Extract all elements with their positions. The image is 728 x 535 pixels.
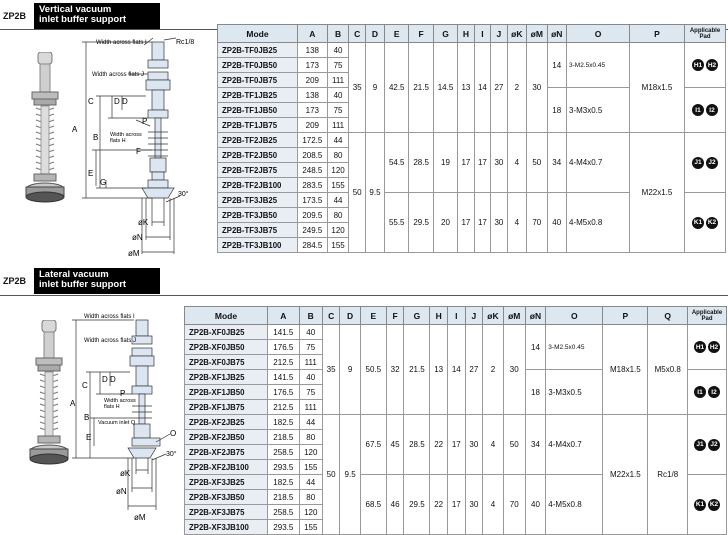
title-line: inlet buffer support	[39, 14, 127, 25]
model-cell: ZP2B-XF0JB50	[185, 340, 268, 355]
section-rule	[0, 295, 728, 296]
dim-f: F	[136, 147, 141, 156]
pad-k1-icon: K1	[692, 217, 704, 229]
col-header: Mode	[185, 307, 268, 325]
col-header: Applicable Pad	[688, 307, 727, 325]
cell-j: 30	[465, 415, 483, 475]
col-header: E	[385, 25, 409, 43]
cell-b: 111	[299, 355, 322, 370]
pad-k2-icon: K2	[708, 499, 720, 511]
cell-b: 44	[299, 415, 322, 430]
model-cell: ZP2B-XF1JB50	[185, 385, 268, 400]
dim-e: E	[86, 433, 92, 442]
cell-i: 14	[474, 43, 490, 133]
col-header: øK	[483, 307, 504, 325]
dim-n: øN	[116, 487, 127, 496]
dim-d2: D	[110, 375, 116, 384]
dim-m: øM	[134, 513, 146, 522]
cell-a: 172.5	[298, 133, 328, 148]
dimension-drawing	[66, 32, 216, 262]
pad-i1-icon: I1	[692, 104, 704, 116]
cell-o: 3-M3x0.5	[546, 370, 603, 415]
cell-a: 258.5	[268, 445, 300, 460]
cell-h: 17	[458, 193, 474, 253]
col-header: E	[360, 307, 386, 325]
cell-n: 40	[547, 193, 566, 253]
dim-d: D	[114, 97, 120, 106]
cell-b: 80	[327, 208, 349, 223]
cell-m: 30	[503, 325, 525, 415]
cell-pad	[688, 475, 727, 535]
cell-g: 20	[433, 193, 457, 253]
cell-pad	[688, 415, 727, 475]
series-code: ZP2B	[3, 11, 27, 21]
cell-a: 248.5	[298, 163, 328, 178]
dim-p: P	[142, 117, 148, 126]
model-cell: ZP2B-XF0JB25	[185, 325, 268, 340]
col-header: A	[298, 25, 328, 43]
cell-m: 50	[527, 133, 547, 193]
pad-i1-icon: I1	[694, 386, 706, 398]
cell-k: 2	[507, 43, 526, 133]
spec-table	[217, 24, 726, 253]
dim-o: O	[170, 429, 177, 438]
col-header: Applicable Pad	[685, 25, 726, 43]
model-cell: ZP2B-TF3JB75	[218, 223, 298, 238]
dim-a: A	[70, 399, 76, 408]
cell-o: 4-M5x0.8	[567, 193, 630, 253]
table-row	[185, 415, 727, 430]
cell-g: 19	[433, 133, 457, 193]
cell-b: 75	[299, 385, 322, 400]
cell-j: 30	[465, 475, 483, 535]
col-header: F	[409, 25, 433, 43]
cell-k: 4	[483, 415, 504, 475]
title-line: Lateral vacuum	[39, 269, 109, 280]
col-header: øN	[525, 307, 546, 325]
cell-j: 27	[491, 43, 507, 133]
cell-b: 40	[327, 88, 349, 103]
dim-d: D	[102, 375, 108, 384]
col-header: J	[465, 307, 483, 325]
cell-a: 218.5	[268, 490, 300, 505]
cell-b: 155	[299, 460, 322, 475]
cell-b: 111	[327, 118, 349, 133]
cell-d: 9	[340, 325, 360, 415]
cell-a: 293.5	[268, 460, 300, 475]
cell-i: 17	[474, 133, 490, 193]
cell-a: 173	[298, 103, 328, 118]
dim-m: øM	[128, 249, 140, 258]
cell-g: 21.5	[404, 325, 430, 415]
model-cell: ZP2B-TF3JB100	[218, 238, 298, 253]
cell-b: 120	[327, 223, 349, 238]
pad-h2-icon: H2	[706, 59, 718, 71]
cell-n: 40	[525, 475, 546, 535]
cell-n: 14	[525, 325, 546, 370]
cell-c: 50	[322, 415, 340, 535]
cell-b: 111	[299, 400, 322, 415]
table-row	[185, 325, 727, 340]
col-header: Q	[648, 307, 688, 325]
cell-f: 32	[386, 325, 404, 415]
series-code: ZP2B	[3, 276, 27, 286]
cell-d: 9.5	[365, 133, 384, 253]
cell-k: 4	[507, 193, 526, 253]
col-header: G	[404, 307, 430, 325]
model-cell: ZP2B-XF0JB75	[185, 355, 268, 370]
cell-a: 208.5	[298, 148, 328, 163]
cell-p: M22x1.5	[603, 415, 648, 535]
model-cell: ZP2B-XF2JB50	[185, 430, 268, 445]
cell-a: 176.5	[268, 385, 300, 400]
cell-b: 120	[327, 163, 349, 178]
dim-b: B	[93, 133, 99, 142]
model-cell: ZP2B-TF0JB75	[218, 73, 298, 88]
title-line: inlet buffer support	[39, 279, 127, 290]
model-cell: ZP2B-TF3JB25	[218, 193, 298, 208]
dim-p: P	[120, 389, 126, 398]
section-title	[34, 3, 160, 29]
cell-b: 80	[327, 148, 349, 163]
pad-i2-icon: I2	[708, 386, 720, 398]
model-cell: ZP2B-TF3JB50	[218, 208, 298, 223]
col-header: C	[349, 25, 365, 43]
cell-i: 17	[447, 415, 465, 475]
cell-b: 40	[327, 43, 349, 58]
cell-o: 3-M3x0.5	[567, 88, 630, 133]
pad-k1-icon: K1	[694, 499, 706, 511]
model-cell: ZP2B-XF2JB100	[185, 460, 268, 475]
cell-p: M22x1.5	[630, 133, 685, 253]
model-cell: ZP2B-TF1JB50	[218, 103, 298, 118]
col-header: O	[567, 25, 630, 43]
dim-d2: D	[122, 97, 128, 106]
label-width-flats-j: Width across flats J	[92, 72, 145, 78]
model-cell: ZP2B-XF3JB25	[185, 475, 268, 490]
cell-m: 50	[503, 415, 525, 475]
cell-o: 4-M4x0.7	[567, 133, 630, 193]
col-header: H	[430, 307, 448, 325]
cell-n: 18	[525, 370, 546, 415]
col-header: I	[474, 25, 490, 43]
cell-a: 141.5	[268, 325, 300, 340]
cell-g: 14.5	[433, 43, 457, 133]
cell-a: 138	[298, 88, 328, 103]
cell-n: 14	[547, 43, 566, 88]
cell-o: 3-M2.5x0.45	[567, 43, 630, 88]
cell-a: 293.5	[268, 520, 300, 535]
cell-pad	[685, 43, 726, 88]
cell-h: 22	[430, 415, 448, 475]
spec-table	[184, 306, 727, 535]
col-header: H	[458, 25, 474, 43]
col-header: J	[491, 25, 507, 43]
cell-i: 14	[447, 325, 465, 415]
cell-a: 212.5	[268, 400, 300, 415]
cell-a: 218.5	[268, 430, 300, 445]
cell-n: 34	[547, 133, 566, 193]
cell-a: 209	[298, 118, 328, 133]
cell-d: 9	[365, 43, 384, 133]
col-header: øM	[503, 307, 525, 325]
pad-j2-icon: J2	[708, 439, 720, 451]
cell-e: 67.5	[360, 415, 386, 475]
cell-b: 44	[327, 193, 349, 208]
model-cell: ZP2B-TF1JB75	[218, 118, 298, 133]
cell-j: 27	[465, 325, 483, 415]
col-header: F	[386, 307, 404, 325]
cell-k: 4	[507, 133, 526, 193]
col-header: B	[299, 307, 322, 325]
cell-e: 42.5	[385, 43, 409, 133]
model-cell: ZP2B-XF2JB25	[185, 415, 268, 430]
label-width-flats-h-1: Width across	[104, 398, 136, 404]
cell-a: 173.5	[298, 193, 328, 208]
model-cell: ZP2B-XF2JB75	[185, 445, 268, 460]
model-cell: ZP2B-XF3JB75	[185, 505, 268, 520]
cell-c: 35	[322, 325, 340, 415]
pad-k2-icon: K2	[706, 217, 718, 229]
dim-e: E	[88, 169, 94, 178]
label-width-flats-i: Width across flats I	[84, 314, 135, 320]
cell-m: 70	[503, 475, 525, 535]
section-header	[0, 268, 160, 294]
cell-a: 182.5	[268, 415, 300, 430]
model-cell: ZP2B-TF2JB25	[218, 133, 298, 148]
col-header: B	[327, 25, 349, 43]
model-cell: ZP2B-TF0JB25	[218, 43, 298, 58]
pad-i2-icon: I2	[706, 104, 718, 116]
cell-pad	[685, 88, 726, 133]
cell-a: 138	[298, 43, 328, 58]
cell-f: 28.5	[409, 133, 433, 193]
table-header-row	[218, 25, 726, 43]
col-header: P	[630, 25, 685, 43]
dim-angle: 30°	[166, 451, 177, 458]
cell-p: M18x1.5	[603, 325, 648, 415]
dim-b: B	[84, 413, 90, 422]
dim-c: C	[82, 381, 88, 390]
cell-o: 4-M4x0.7	[546, 415, 603, 475]
cell-b: 155	[299, 520, 322, 535]
label-rc: Rc1/8	[176, 39, 195, 46]
cell-b: 40	[299, 370, 322, 385]
cell-a: 258.5	[268, 505, 300, 520]
cell-c: 50	[349, 133, 365, 253]
dim-a: A	[72, 125, 78, 134]
cell-pad	[688, 370, 727, 415]
label-width-flats-j: Width across flats J	[84, 338, 137, 344]
cell-a: 141.5	[268, 370, 300, 385]
cell-n: 34	[525, 415, 546, 475]
cell-b: 120	[299, 505, 322, 520]
cell-f: 45	[386, 415, 404, 475]
cell-a: 284.5	[298, 238, 328, 253]
cell-e: 54.5	[385, 133, 409, 193]
cell-e: 68.5	[360, 475, 386, 535]
dim-k: øK	[120, 469, 131, 478]
model-cell: ZP2B-XF1JB25	[185, 370, 268, 385]
section-vertical	[0, 0, 728, 262]
cell-b: 75	[299, 340, 322, 355]
dim-g: G	[100, 178, 107, 187]
cell-pad	[688, 325, 727, 370]
cell-f: 29.5	[409, 193, 433, 253]
cell-e: 55.5	[385, 193, 409, 253]
cell-b: 44	[299, 475, 322, 490]
cell-e: 50.5	[360, 325, 386, 415]
cell-c: 35	[349, 43, 365, 133]
section-lateral	[0, 264, 728, 532]
cell-q: Rc1/8	[648, 415, 688, 535]
cell-a: 209	[298, 73, 328, 88]
cell-b: 80	[299, 490, 322, 505]
col-header: D	[340, 307, 360, 325]
label-vacuum-inlet: Vacuum inlet Q	[98, 420, 136, 426]
cell-h: 22	[430, 475, 448, 535]
table-row	[218, 43, 726, 58]
model-cell: ZP2B-TF2JB75	[218, 163, 298, 178]
col-header: I	[447, 307, 465, 325]
col-header: C	[322, 307, 340, 325]
cell-a: 249.5	[298, 223, 328, 238]
dim-angle: 30°	[178, 191, 189, 198]
table-row	[218, 133, 726, 148]
model-cell: ZP2B-TF2JB100	[218, 178, 298, 193]
dim-c: C	[88, 97, 94, 106]
model-cell: ZP2B-TF1JB25	[218, 88, 298, 103]
cell-b: 111	[327, 73, 349, 88]
section-header	[0, 3, 160, 29]
cell-b: 40	[299, 325, 322, 340]
cell-a: 176.5	[268, 340, 300, 355]
cell-b: 155	[327, 238, 349, 253]
section-title	[34, 268, 160, 294]
pad-j1-icon: J1	[692, 157, 704, 169]
col-header: D	[365, 25, 384, 43]
cell-b: 120	[299, 445, 322, 460]
cell-b: 75	[327, 103, 349, 118]
dim-k: øK	[138, 218, 149, 227]
cell-h: 13	[458, 43, 474, 133]
title-line: Vertical vacuum	[39, 4, 112, 15]
pad-j1-icon: J1	[694, 439, 706, 451]
cell-q: M5x0.8	[648, 325, 688, 415]
cell-m: 70	[527, 193, 547, 253]
cell-pad	[685, 133, 726, 193]
cell-b: 44	[327, 133, 349, 148]
pad-j2-icon: J2	[706, 157, 718, 169]
model-cell: ZP2B-XF3JB100	[185, 520, 268, 535]
cell-j: 30	[491, 133, 507, 193]
label-width-flats-h-2: flats H	[104, 404, 120, 410]
pad-h1-icon: H1	[694, 341, 706, 353]
col-header: P	[603, 307, 648, 325]
model-cell: ZP2B-XF3JB50	[185, 490, 268, 505]
cell-b: 75	[327, 58, 349, 73]
model-cell: ZP2B-TF2JB50	[218, 148, 298, 163]
cell-m: 30	[527, 43, 547, 133]
model-cell: ZP2B-XF1JB75	[185, 400, 268, 415]
cell-h: 17	[458, 133, 474, 193]
product-photo	[26, 320, 76, 468]
cell-g: 29.5	[404, 475, 430, 535]
cell-k: 2	[483, 325, 504, 415]
model-cell: ZP2B-TF0JB50	[218, 58, 298, 73]
cell-a: 182.5	[268, 475, 300, 490]
pad-h2-icon: H2	[708, 341, 720, 353]
cell-a: 212.5	[268, 355, 300, 370]
cell-h: 13	[430, 325, 448, 415]
cell-a: 173	[298, 58, 328, 73]
cell-i: 17	[447, 475, 465, 535]
cell-b: 155	[327, 178, 349, 193]
col-header: O	[546, 307, 603, 325]
table-header-row	[185, 307, 727, 325]
cell-b: 80	[299, 430, 322, 445]
label-width-flats-h-1: Width across	[110, 132, 142, 138]
cell-k: 4	[483, 475, 504, 535]
label-width-flats-i: Width across flats I	[96, 40, 147, 46]
col-header: øK	[507, 25, 526, 43]
cell-o: 4-M5x0.8	[546, 475, 603, 535]
cell-pad	[685, 193, 726, 253]
cell-j: 30	[491, 193, 507, 253]
label-width-flats-h-2: flats H	[110, 138, 126, 144]
col-header: G	[433, 25, 457, 43]
cell-f: 21.5	[409, 43, 433, 133]
cell-n: 18	[547, 88, 566, 133]
cell-a: 283.5	[298, 178, 328, 193]
col-header: øM	[527, 25, 547, 43]
cell-g: 28.5	[404, 415, 430, 475]
pad-h1-icon: H1	[692, 59, 704, 71]
cell-p: M18x1.5	[630, 43, 685, 133]
dim-n: øN	[132, 233, 143, 242]
cell-f: 46	[386, 475, 404, 535]
cell-a: 209.5	[298, 208, 328, 223]
col-header: Mode	[218, 25, 298, 43]
dimension-drawing	[70, 310, 182, 526]
product-photo	[18, 52, 72, 204]
cell-o: 3-M2.5x0.45	[546, 325, 603, 370]
cell-d: 9.5	[340, 415, 360, 535]
col-header: A	[268, 307, 300, 325]
col-header: øN	[547, 25, 566, 43]
cell-i: 17	[474, 193, 490, 253]
